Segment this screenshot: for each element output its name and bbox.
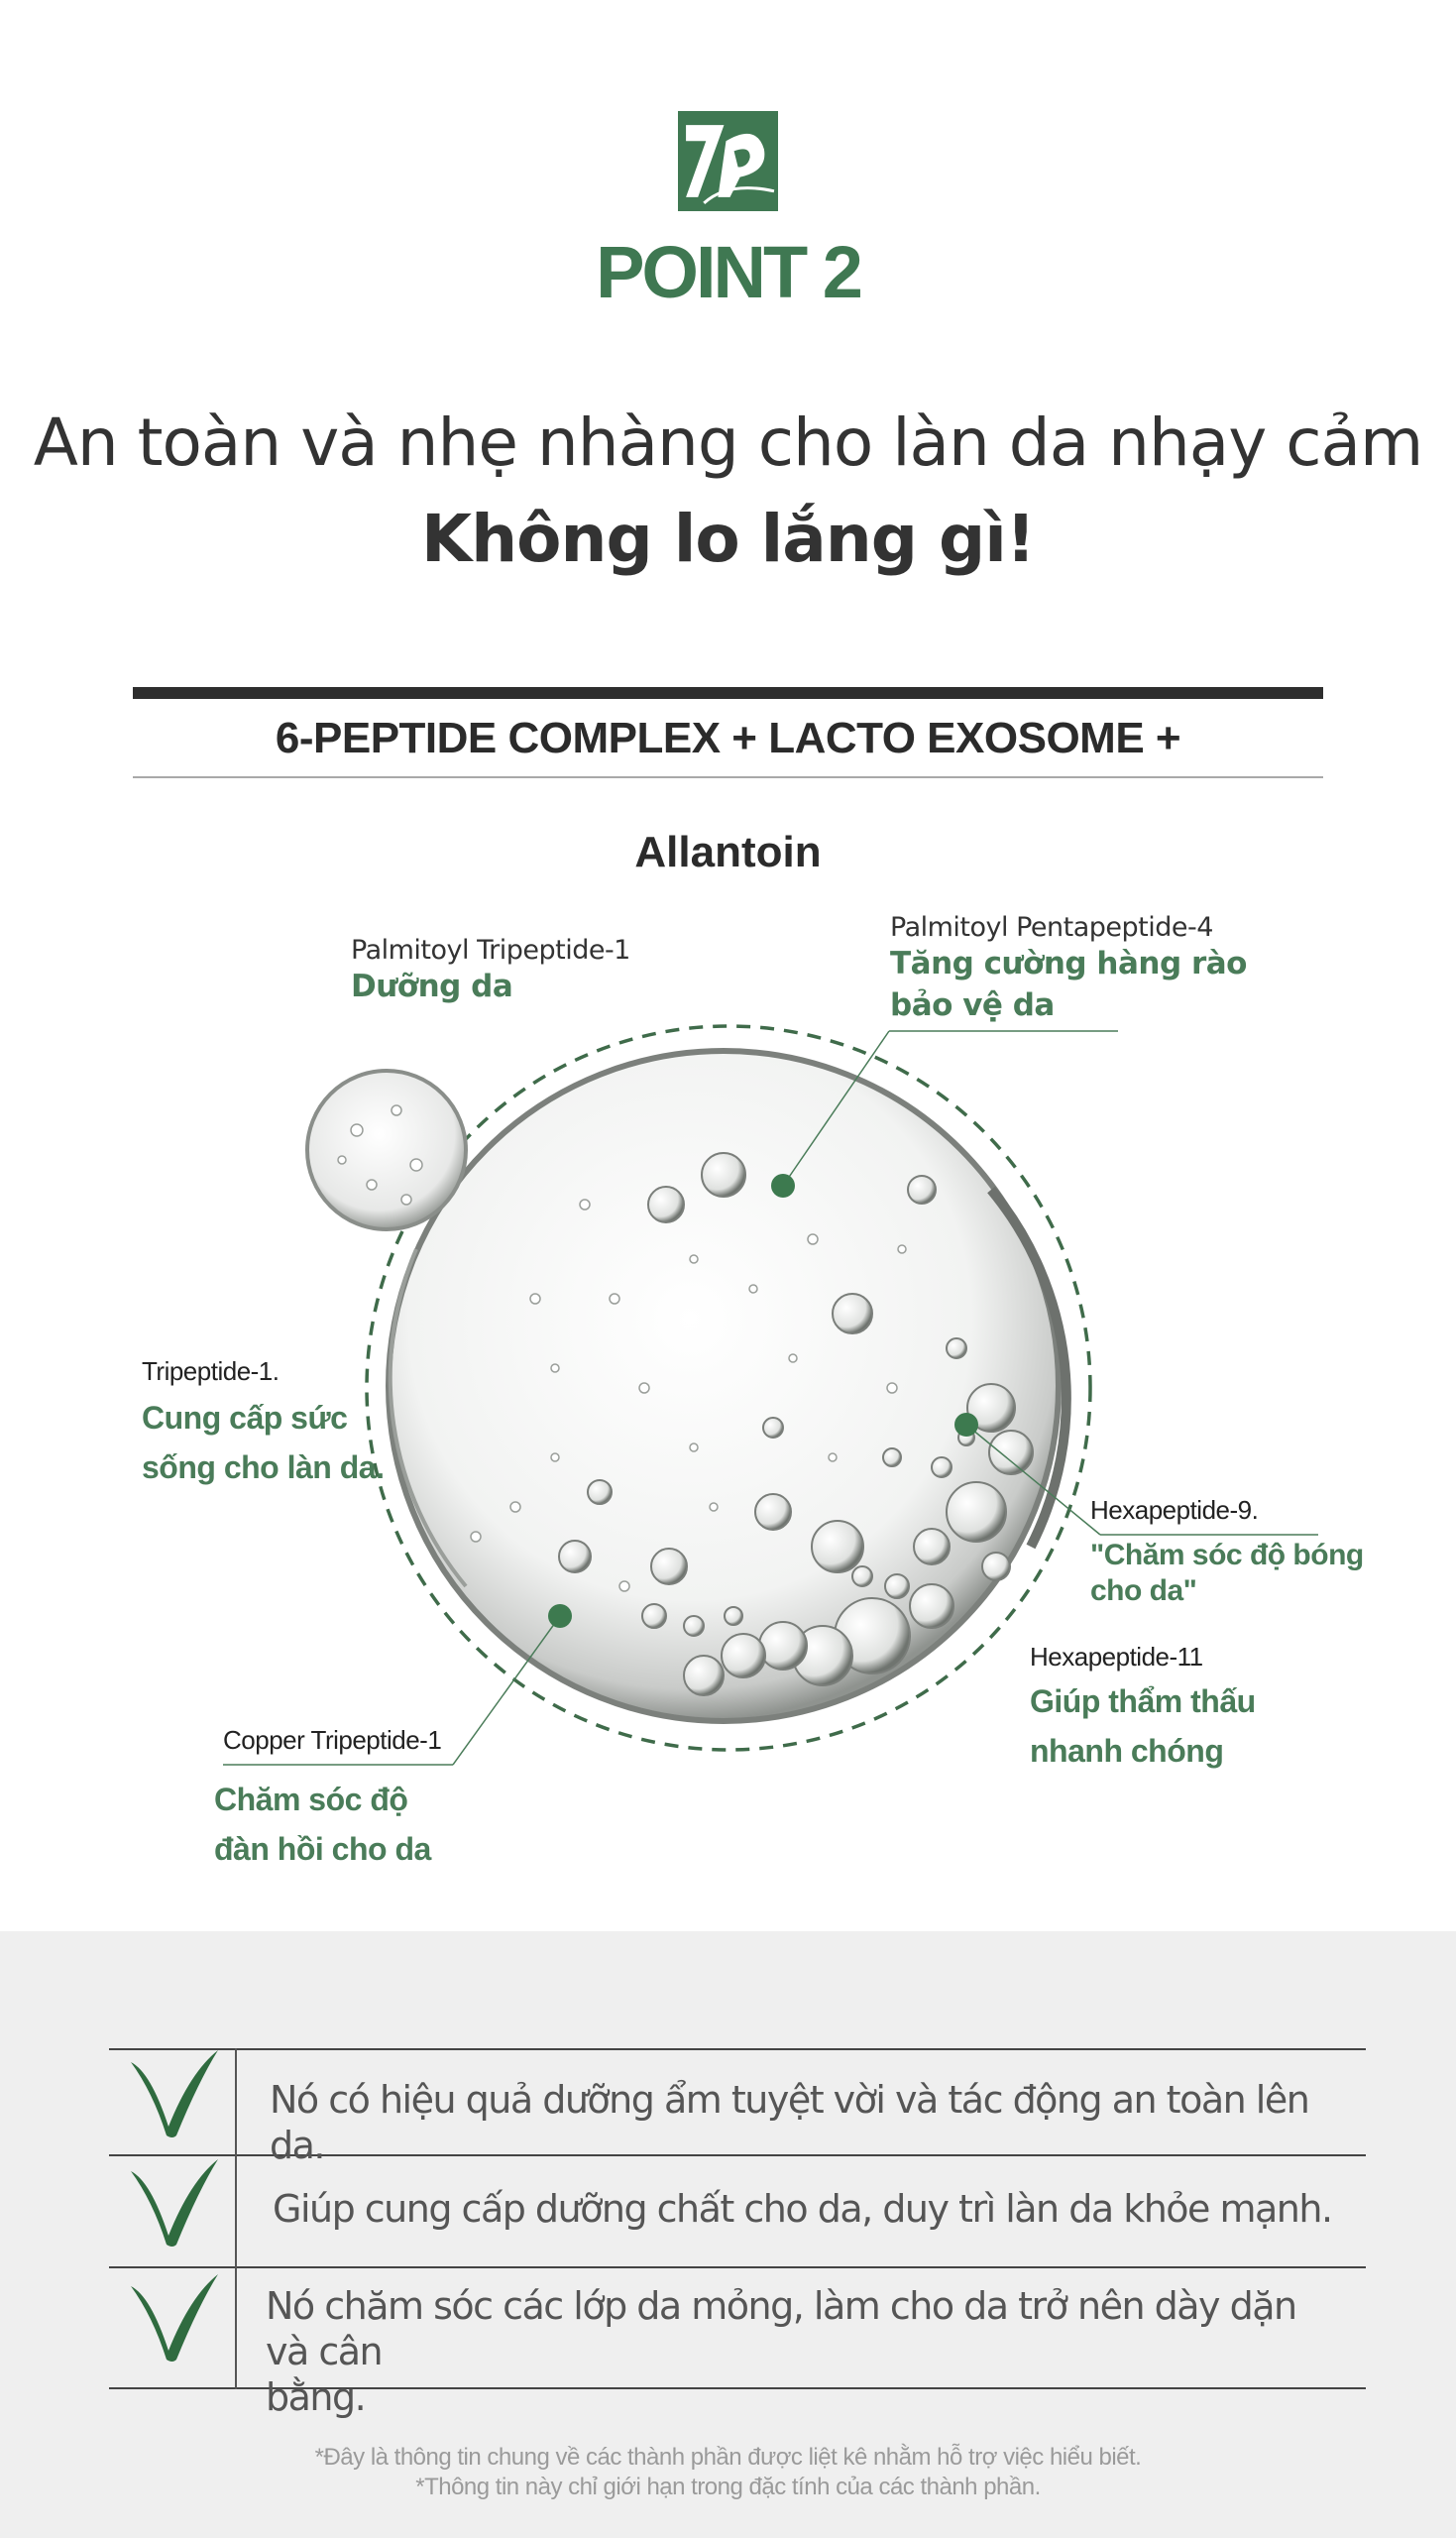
label-desc: đàn hồi cho da: [214, 1831, 431, 1867]
benefits-rule: [109, 2048, 1366, 2050]
green-checkmark-icon: [121, 2256, 230, 2365]
benefit-item-3: [266, 2283, 1336, 2420]
benefit-item-1: Nó có hiệu quả dưỡng ẩm tuyệt vời và tác động an toàn lên da.: [270, 2078, 1309, 2167]
ingredients-line1: 6-PEPTIDE COMPLEX + LACTO EXOSOME +: [275, 714, 1181, 762]
label-hexapeptide-11: [1030, 1642, 1256, 1776]
headline-line2: Không lo lắng gì!: [421, 501, 1035, 577]
point-title: POINT 2: [596, 231, 860, 313]
ingredients-line2: Allantoin: [634, 828, 822, 876]
label-name: Palmitoyl Tripeptide-1: [351, 935, 630, 966]
brand-monogram-logo: [678, 111, 778, 211]
label-name: Tripeptide-1.: [142, 1356, 280, 1386]
label-desc: cho da": [1090, 1574, 1197, 1607]
label-desc: nhanh chóng: [1030, 1733, 1224, 1769]
benefit-item-3-line1: Nó chăm sóc các lớp da mỏng, làm cho da trở nên dày dặn và cân: [266, 2284, 1296, 2373]
benefits-column-divider: [235, 2048, 237, 2389]
top-divider-thin: [133, 776, 1323, 778]
headline-line1: An toàn và nhẹ nhàng cho làn da nhạy cảm: [33, 404, 1423, 481]
label-desc: bảo vệ da: [890, 987, 1055, 1023]
label-desc: Dưỡng da: [351, 969, 513, 1004]
label-desc: Chăm sóc độ: [214, 1782, 408, 1817]
label-copper-tripeptide: [223, 1725, 441, 1756]
disclaimer-line2: *Thông tin này chỉ giới hạn trong đặc tính của các thành phần.: [415, 2474, 1041, 2500]
label-name: Copper Tripeptide-1: [223, 1725, 442, 1755]
top-divider-thick: [133, 687, 1323, 699]
label-desc: "Chăm sóc độ bóng: [1090, 1539, 1364, 1571]
benefits-rule: [109, 2266, 1366, 2268]
callout-dot-pentapeptide: [771, 1174, 795, 1198]
green-checkmark-icon: [121, 2141, 230, 2250]
label-desc: Tăng cường hàng rào: [890, 946, 1247, 981]
label-name: Hexapeptide-11: [1030, 1642, 1203, 1672]
disclaimer-line1: *Đây là thông tin chung về các thành phần được liệt kê nhằm hỗ trợ việc hiểu biết.: [314, 2444, 1142, 2471]
benefit-item-3-line2: bằng.: [266, 2375, 366, 2419]
label-hexapeptide-9: [1090, 1495, 1364, 1609]
label-name: Palmitoyl Pentapeptide-4: [890, 912, 1213, 943]
label-desc: sống cho làn da.: [142, 1449, 385, 1485]
callout-dot-copper: [548, 1604, 572, 1628]
label-tripeptide-1: [142, 1356, 384, 1492]
green-checkmark-icon: [121, 2032, 230, 2141]
callout-dot-hexapeptide9: [954, 1413, 978, 1437]
label-name: Hexapeptide-9.: [1090, 1495, 1259, 1525]
benefit-item-2: Giúp cung cấp dưỡng chất cho da, duy trì làn da khỏe mạnh.: [273, 2187, 1332, 2231]
label-desc: Giúp thẩm thấu: [1030, 1683, 1256, 1719]
label-palmitoyl-tripeptide: [351, 935, 630, 1007]
label-desc: Cung cấp sức: [142, 1400, 348, 1436]
label-palmitoyl-pentapeptide: [890, 912, 1247, 1026]
label-copper-desc: [214, 1775, 431, 1874]
